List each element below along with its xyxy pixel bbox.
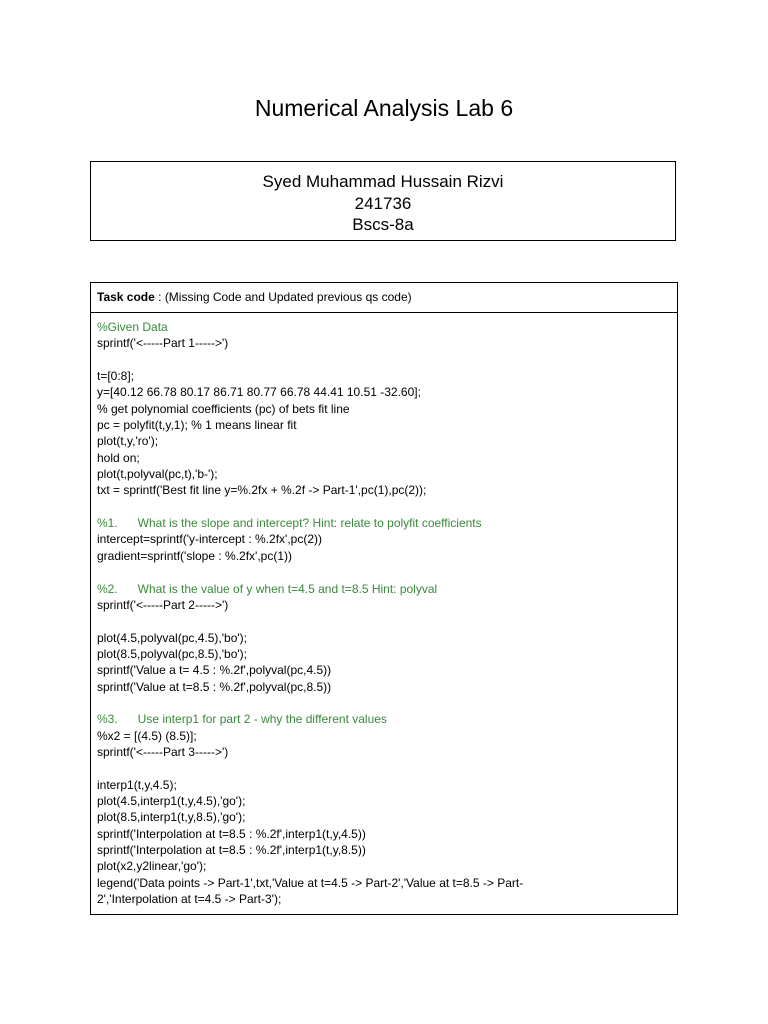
class-section: Bscs-8a [352, 215, 414, 234]
code-line: sprintf('<-----Part 1----->') [97, 336, 229, 351]
code-line: plot(4.5,interp1(t,y,4.5),'go'); [97, 793, 246, 808]
task-header-label: Task code [97, 290, 155, 304]
code-line: hold on; [97, 450, 140, 465]
author-info-box [90, 161, 676, 241]
page-title: Numerical Analysis Lab 6 [254, 95, 514, 121]
code-line: sprintf('Interpolation at t=8.5 : %.2f',interp1(t,y,8.5)) [97, 843, 366, 857]
code-line [97, 564, 677, 580]
code-line [97, 613, 677, 629]
code-line: sprintf('<-----Part 2----->') [97, 597, 229, 612]
code-comment-line: %2. What is the value of y when t=4.5 and t=8.5 Hint: polyval [97, 581, 438, 596]
code-line: txt = sprintf('Best fit line y=%.2fx + %.2f -> Part-1',pc(1),pc(2)); [97, 483, 427, 498]
task-header-description: : (Missing Code and Updated previous qs code) [154, 290, 412, 304]
code-line: legend('Data points -> Part-1',txt,'Value at t=4.5 -> Part-2','Value at t=8.5 -> Part- [97, 875, 524, 890]
code-line: %x2 = [(4.5) (8.5)]; [97, 728, 197, 743]
code-listing [91, 313, 677, 907]
code-line: pc = polyfit(t,y,1); % 1 means linear fit [97, 418, 297, 433]
code-line: plot(8.5,interp1(t,y,8.5),'go'); [97, 810, 246, 825]
student-id: 241736 [354, 193, 412, 213]
code-line: gradient=sprintf('slope : %.2fx',pc(1)) [97, 548, 292, 563]
code-line: t=[0:8]; [97, 369, 135, 384]
code-line: plot(t,y,'ro'); [97, 434, 159, 449]
code-line: plot(t,polyval(pc,t),'b-'); [97, 467, 218, 482]
code-comment-line: %1. What is the slope and intercept? Hint: relate to polyfit coefficients [97, 516, 482, 531]
code-line: intercept=sprintf('y-intercept : %.2fx',pc(2)) [97, 532, 322, 547]
code-line: y=[40.12 66.78 80.17 86.71 80.77 66.78 44.41 10.51 -32.60]; [97, 385, 421, 400]
task-code-box [90, 282, 678, 915]
code-line: plot(8.5,polyval(pc,8.5),'bo'); [97, 646, 247, 661]
code-line: sprintf('Interpolation at t=8.5 : %.2f',interp1(t,y,4.5)) [97, 826, 366, 841]
code-line: sprintf('Value at t=8.5 : %.2f',polyval(pc,8.5)) [97, 679, 332, 694]
task-header [91, 283, 677, 313]
code-line: sprintf('<-----Part 3----->') [97, 744, 229, 759]
code-line: plot(4.5,polyval(pc,4.5),'bo'); [97, 630, 247, 645]
code-line: 2','Interpolation at t=4.5 -> Part-3'); [97, 892, 282, 907]
code-line: sprintf('Value a t= 4.5 : %.2f',polyval(pc,4.5)) [97, 663, 332, 678]
code-line [97, 695, 677, 711]
code-line: interp1(t,y,4.5); [97, 777, 177, 792]
code-line [97, 352, 677, 368]
author-name: Syed Muhammad Hussain Rizvi [262, 172, 504, 191]
code-comment-line: %3. Use interp1 for part 2 - why the different values [97, 712, 387, 727]
code-line: plot(x2,y2linear,'go'); [97, 859, 207, 874]
code-line [97, 499, 677, 515]
code-line [97, 760, 677, 776]
code-comment-line: %Given Data [97, 320, 168, 334]
code-line: % get polynomial coefficients (pc) of bets fit line [97, 401, 350, 416]
